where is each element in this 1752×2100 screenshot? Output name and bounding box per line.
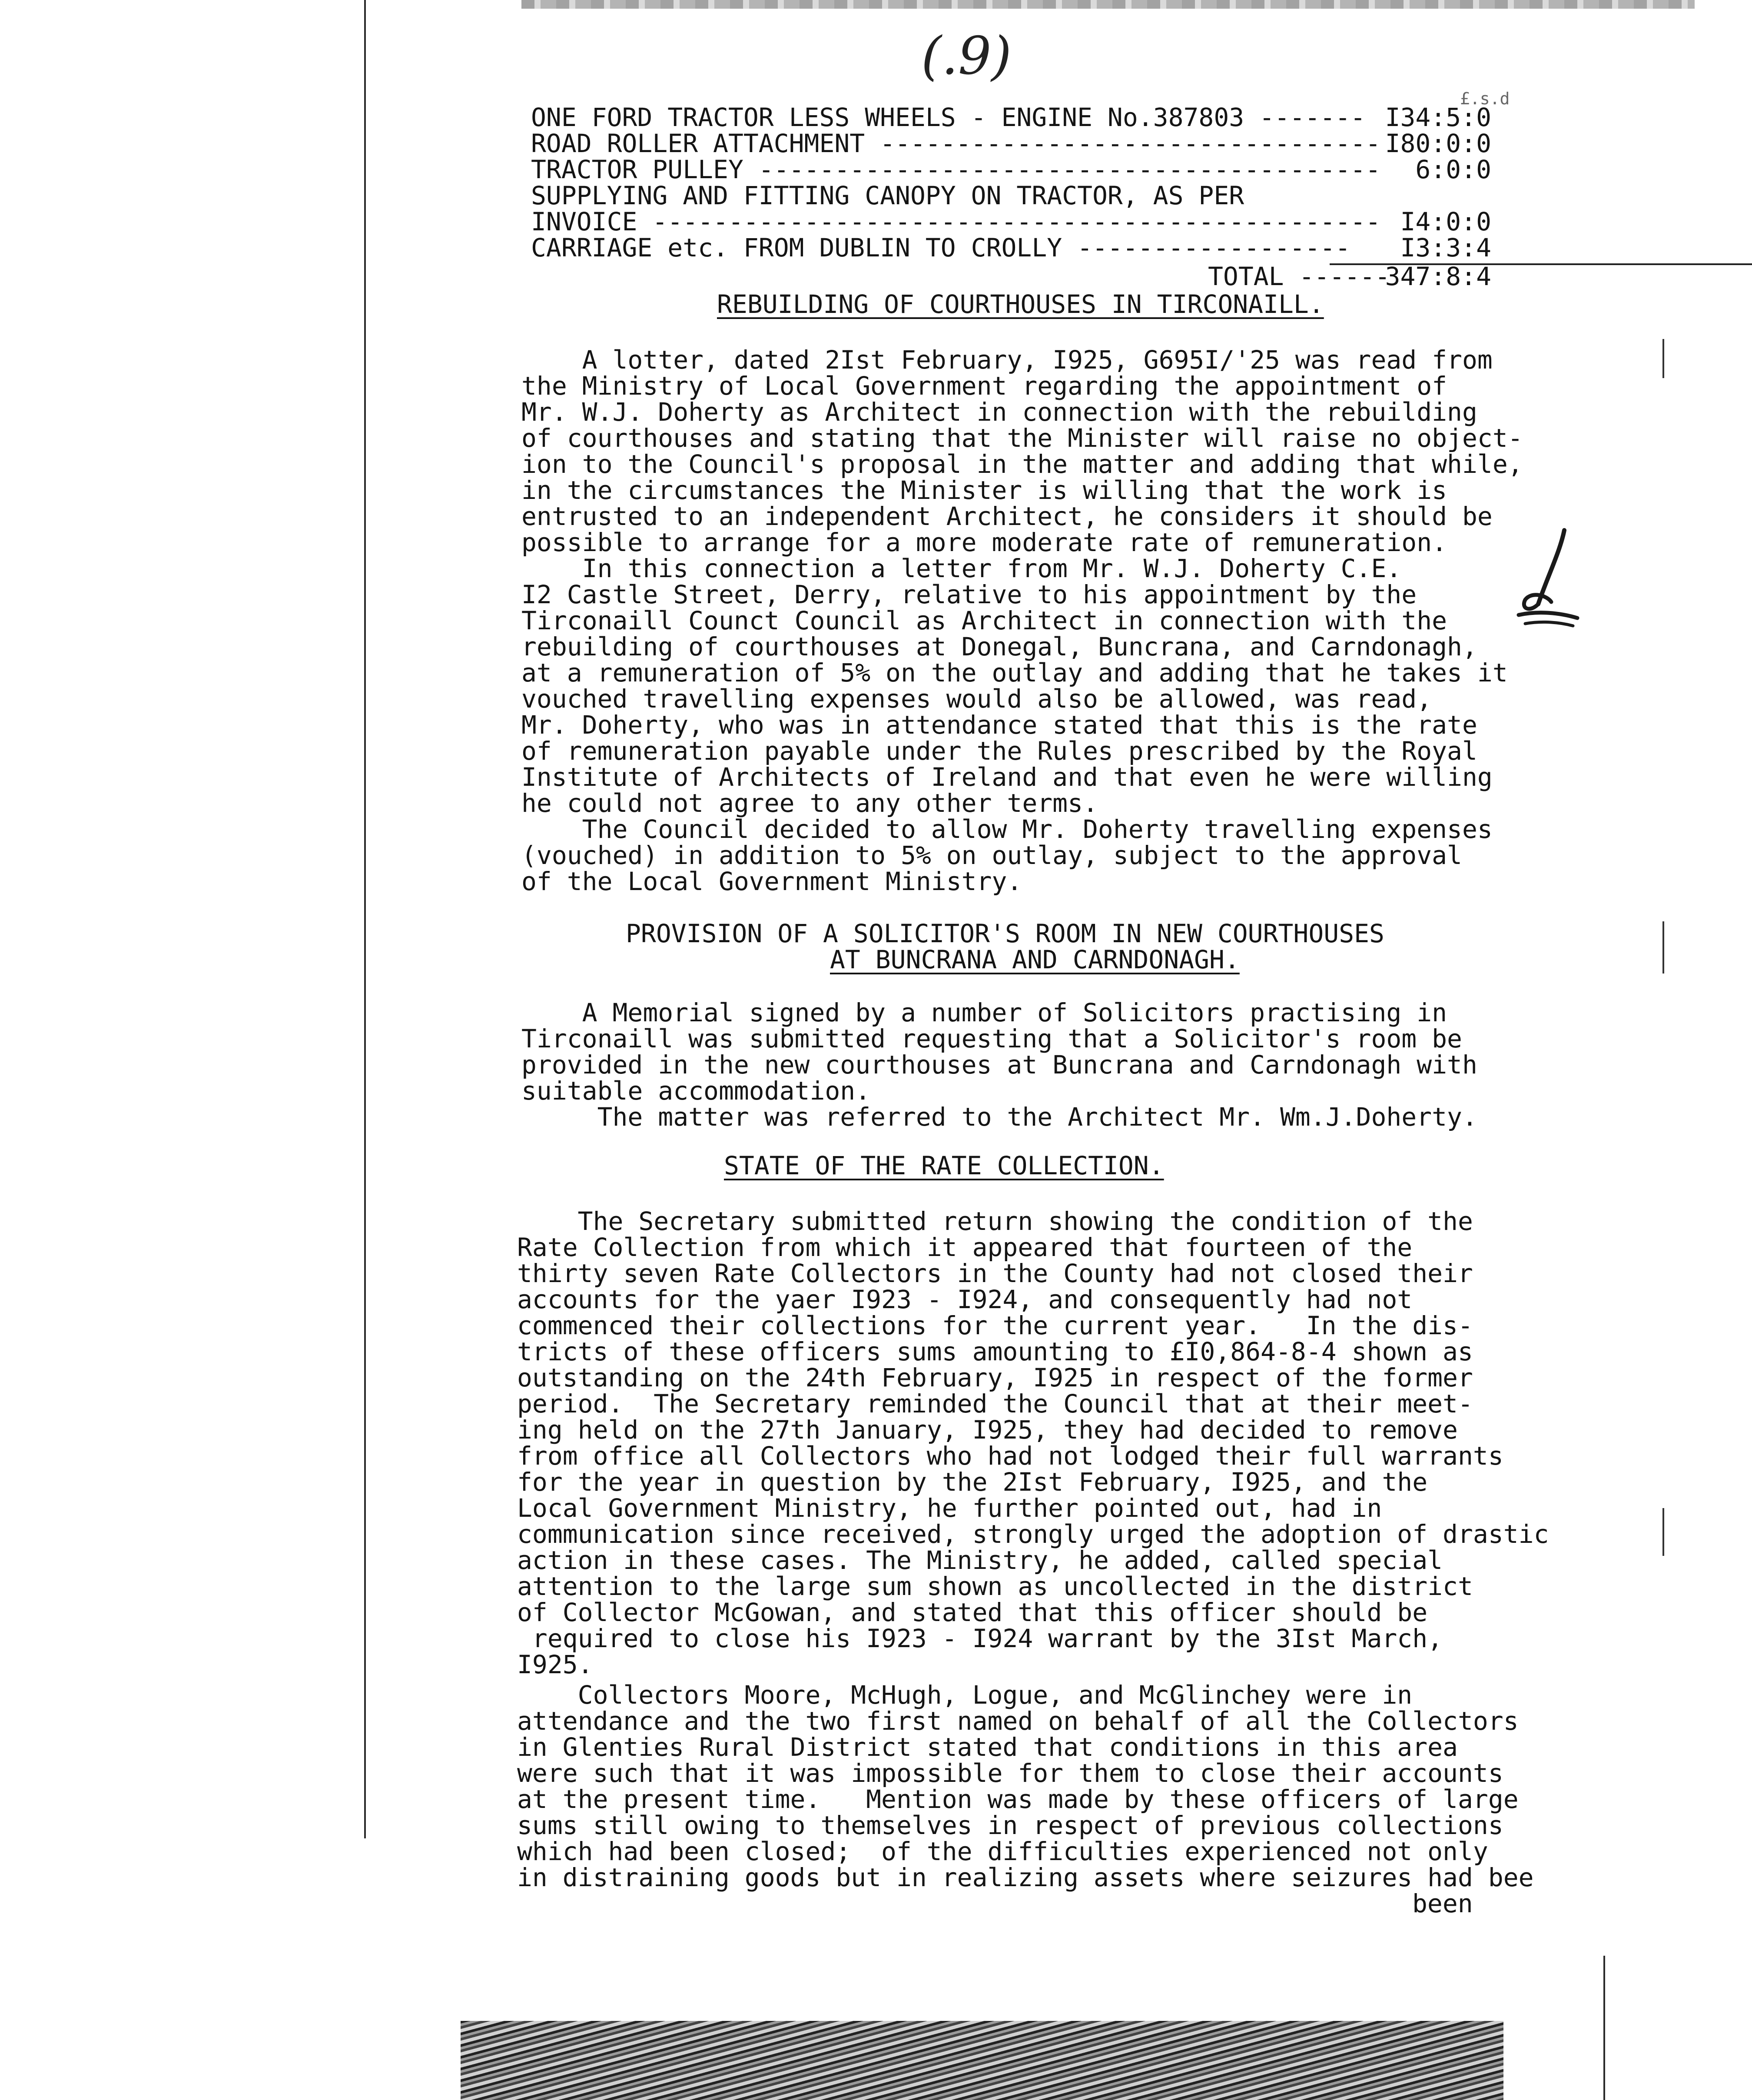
text-line: Tirconaill Counct Council as Architect in connection with the (521, 606, 1447, 635)
text-line: tricts of these officers sums amounting to £I0,864-8-4 shown as (517, 1337, 1473, 1366)
text-line: ing held on the 27th January, I925, they had decided to remove (517, 1415, 1458, 1445)
text-line: A lotter, dated 2Ist February, I925, G695I/'25 was read from (521, 345, 1493, 375)
item-description: ONE FORD TRACTOR LESS WHEELS - ENGINE No.387803 ------- (531, 103, 1366, 132)
binder-mark (1662, 339, 1664, 378)
binder-mark (1662, 921, 1664, 974)
section-heading-solicitors-line2: AT BUNCRANA AND CARNDONAGH. (830, 945, 1240, 974)
text-line: of the Local Government Ministry. (521, 867, 1022, 896)
text-line: for the year in question by the 2Ist February, I925, and the (517, 1467, 1428, 1497)
item-description: ROAD ROLLER ATTACHMENT --------------------------------- (531, 129, 1381, 158)
scan-edge-bottom (461, 2021, 1503, 2100)
text-line: attendance and the two first named on behalf of all the Collectors (517, 1706, 1519, 1736)
text-line: sums still owing to themselves in respect of previous collections (517, 1811, 1503, 1840)
section-heading-solicitors-line1: PROVISION OF A SOLICITOR'S ROOM IN NEW COURTHOUSES (626, 919, 1384, 948)
text-line: at the present time. Mention was made by these officers of large (517, 1784, 1519, 1814)
text-line: required to close his I923 - I924 warrant by the 3Ist March, (517, 1624, 1443, 1653)
item-description: CARRIAGE etc. FROM DUBLIN TO CROLLY ------------------ (531, 233, 1350, 262)
text-line: attention to the large sum shown as uncollected in the district (517, 1572, 1473, 1601)
text-line: thirty seven Rate Collectors in the County had not closed their (517, 1259, 1473, 1288)
section-heading-rates: STATE OF THE RATE COLLECTION. (724, 1151, 1164, 1180)
total-amount: 347:8:4 (1385, 262, 1491, 291)
text-line: The Council decided to allow Mr. Doherty travelling expenses (521, 814, 1493, 844)
catchword: been (1412, 1889, 1473, 1918)
text-line: Institute of Architects of Ireland and that even he were willing (521, 762, 1493, 792)
text-line: of Collector McGowan, and stated that this officer should be (517, 1598, 1428, 1627)
text-line: ion to the Council's proposal in the matter and adding that while, (521, 449, 1523, 479)
text-line: action in these cases. The Ministry, he added, called special (517, 1545, 1443, 1575)
item-amount: I80:0:0 (1385, 129, 1491, 158)
binder-mark (1662, 1508, 1664, 1556)
page-number: (.9) (921, 26, 1012, 86)
text-line: period. The Secretary reminded the Council that at their meet- (517, 1389, 1473, 1419)
item-description: SUPPLYING AND FITTING CANOPY ON TRACTOR, AS PER (531, 181, 1244, 210)
item-amount: 6:0:0 (1415, 155, 1491, 184)
text-line: accounts for the yaer I923 - I924, and consequently had not (517, 1285, 1413, 1314)
text-line: commenced their collections for the current year. In the dis- (517, 1311, 1473, 1340)
text-line: from office all Collectors who had not lodged their full warrants (517, 1441, 1503, 1471)
text-line: in distraining goods but in realizing assets where seizures had bee (517, 1863, 1534, 1892)
handwritten-margin-mark (1512, 526, 1599, 630)
scan-edge-top (521, 0, 1695, 9)
text-line: Rate Collection from which it appeared that fourteen of the (517, 1233, 1413, 1262)
text-line: The Secretary submitted return showing the condition of the (517, 1206, 1473, 1236)
text-line: Mr. Doherty, who was in attendance stated that this is the rate (521, 710, 1477, 740)
item-amount: I34:5:0 (1385, 103, 1491, 132)
page-border-left (364, 0, 366, 1838)
text-line: Local Government Ministry, he further pointed out, had in (517, 1493, 1382, 1523)
text-line: Mr. W.J. Doherty as Architect in connection with the rebuilding (521, 397, 1477, 427)
text-line: he could not agree to any other terms. (521, 788, 1098, 818)
text-line: Collectors Moore, McHugh, Logue, and McGlinchey were in (517, 1680, 1413, 1710)
text-line: entrusted to an independent Architect, he considers it should be (521, 502, 1493, 531)
text-line: rebuilding of courthouses at Donegal, Buncrana, and Carndonagh, (521, 632, 1477, 661)
text-line: In this connection a letter from Mr. W.J. Doherty C.E. (521, 554, 1402, 583)
item-description: TRACTOR PULLEY ----------------------------------------- (531, 155, 1381, 184)
text-line: of remuneration payable under the Rules prescribed by the Royal (521, 736, 1477, 766)
text-line: vouched travelling expenses would also be allowed, was read, (521, 684, 1432, 714)
item-description: INVOICE ------------------------------------------------ (531, 207, 1381, 236)
text-line: The matter was referred to the Architect Mr. Wm.J.Doherty. (521, 1102, 1477, 1132)
page-border-right (1603, 1956, 1605, 2100)
item-amount: I3:3:4 (1400, 233, 1491, 262)
total-label: TOTAL ------ (1208, 262, 1390, 291)
amount-column-header: £.s.d (1460, 89, 1510, 108)
text-line: in Glenties Rural District stated that conditions in this area (517, 1732, 1458, 1762)
text-line: at a remuneration of 5% on the outlay and adding that he takes it (521, 658, 1508, 688)
text-line: provided in the new courthouses at Buncrana and Carndonagh with (521, 1050, 1477, 1080)
text-line: possible to arrange for a more moderate rate of remuneration. (521, 528, 1447, 557)
text-line: communication since received, strongly urged the adoption of drastic (517, 1519, 1549, 1549)
text-line: suitable accommodation. (521, 1076, 871, 1106)
item-amount: I4:0:0 (1400, 207, 1491, 236)
text-line: outstanding on the 24th February, I925 in respect of the former (517, 1363, 1473, 1392)
text-line: the Ministry of Local Government regarding the appointment of (521, 371, 1447, 401)
text-line: I925. (517, 1650, 593, 1679)
text-line: in the circumstances the Minister is willing that the work is (521, 475, 1447, 505)
text-line: which had been closed; of the difficulties experienced not only (517, 1837, 1488, 1866)
section-heading-courthouses: REBUILDING OF COURTHOUSES IN TIRCONAILL. (717, 289, 1324, 319)
text-line: (vouched) in addition to 5% on outlay, subject to the approval (521, 841, 1462, 870)
text-line: Tirconaill was submitted requesting that a Solicitor's room be (521, 1024, 1462, 1053)
text-line: A Memorial signed by a number of Solicitors practising in (521, 998, 1447, 1027)
text-line: of courthouses and stating that the Minister will raise no object- (521, 423, 1523, 453)
text-line: I2 Castle Street, Derry, relative to his appointment by the (521, 580, 1417, 609)
text-line: were such that it was impossible for them to close their accounts (517, 1758, 1503, 1788)
